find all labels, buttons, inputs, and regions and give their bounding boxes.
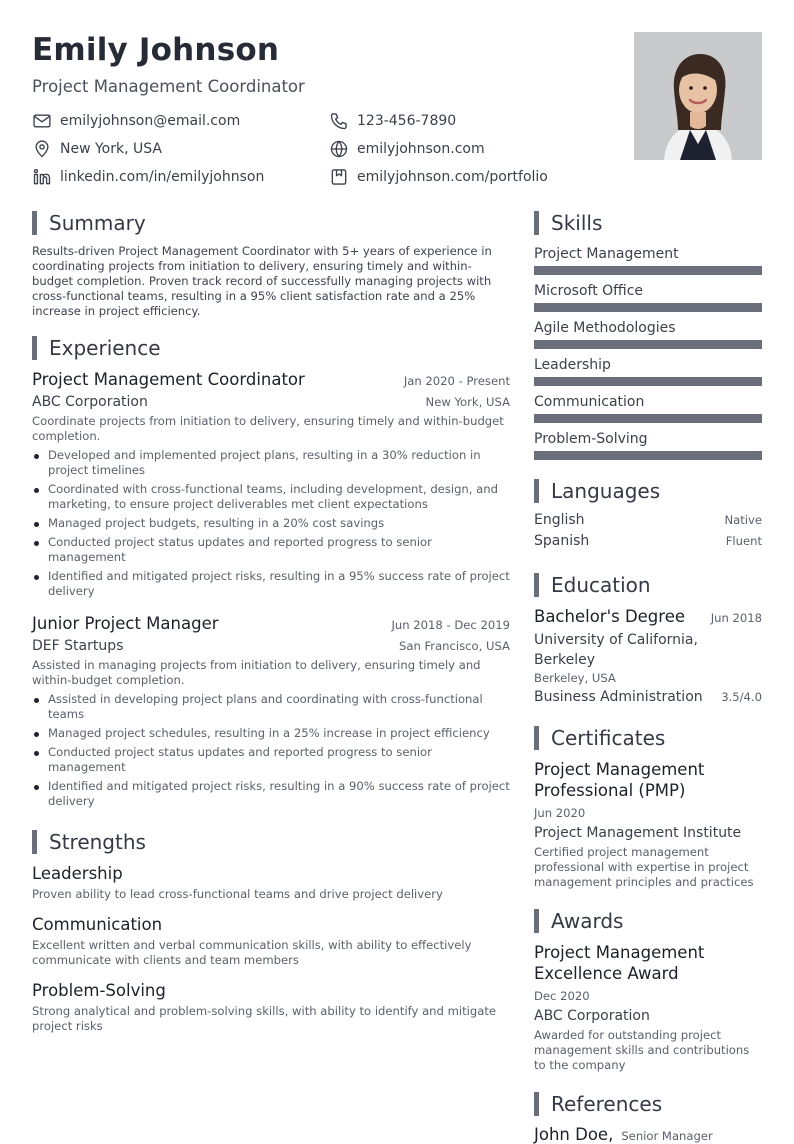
skill-name: Project Management [534, 246, 679, 262]
job-dates: Jun 2018 - Dec 2019 [391, 618, 510, 632]
education-field: Business Administration [534, 689, 703, 705]
candidate-title: Project Management Coordinator [32, 77, 305, 96]
reference-entry [534, 1125, 762, 1144]
job-location: San Francisco, USA [398, 639, 510, 653]
award-title: Project Management Excellence Award [534, 943, 705, 983]
award-organization: ABC Corporation [534, 1008, 650, 1024]
skill-name: Microsoft Office [534, 283, 644, 299]
job-dates: Jan 2020 - Present [403, 374, 510, 388]
contact-linkedin[interactable] [32, 166, 329, 188]
mail-icon [32, 111, 52, 131]
award-description: Awarded for outstanding project management skills and contributions to the company [534, 1028, 750, 1072]
phone-icon [329, 111, 349, 131]
education-date: Jun 2018 [710, 611, 762, 625]
skills-list [534, 244, 762, 460]
left-column [32, 210, 510, 1046]
language-item [534, 512, 762, 533]
candidate-name: Emily Johnson [32, 32, 280, 68]
section-accent-bar [534, 573, 539, 597]
contact-email[interactable] [32, 110, 329, 132]
linkedin-text: linkedin.com/in/emilyjohnson [60, 169, 265, 185]
section-heading-text: Summary [49, 211, 146, 235]
skill-level-fill [534, 303, 762, 312]
skill-level-fill [534, 377, 762, 386]
skills-heading [534, 210, 762, 236]
section-accent-bar [534, 211, 539, 235]
job-bullets [32, 692, 510, 809]
references-heading [534, 1091, 762, 1117]
reference-role: Senior Manager [621, 1129, 713, 1143]
skill-level-bar [534, 266, 762, 275]
certificate-title: Project Management Professional (PMP) [534, 760, 705, 800]
skill-level-bar [534, 451, 762, 460]
email-text: emilyjohnson@email.com [60, 113, 241, 129]
section-heading-text: Awards [551, 909, 624, 933]
list-item: Managed project budgets, resulting in a 20% cost savings [32, 516, 510, 531]
strength-entry [32, 914, 510, 968]
list-item: Conducted project status updates and reported progress to senior management [32, 745, 510, 775]
list-item: Conducted project status updates and reported progress to senior management [32, 535, 510, 565]
skill-item [534, 318, 762, 349]
skill-level-fill [534, 414, 762, 423]
job-location: New York, USA [425, 395, 510, 409]
skill-level-bar [534, 340, 762, 349]
strength-title: Leadership [32, 864, 123, 883]
summary-heading [32, 210, 510, 236]
skill-level-bar [534, 377, 762, 386]
location-text: New York, USA [60, 141, 162, 157]
language-item [534, 533, 762, 554]
skill-level-fill [534, 340, 762, 349]
strengths-heading [32, 829, 510, 855]
education-school: University of California, Berkeley [534, 632, 698, 668]
skill-level-fill [534, 266, 762, 275]
certificate-date: Jun 2020 [534, 806, 586, 820]
profile-photo-illustration [634, 32, 762, 160]
awards-heading [534, 908, 762, 934]
section-accent-bar [32, 336, 37, 360]
strength-description: Excellent written and verbal communication skills, with ability to effectively communicate with clients and team members [32, 938, 472, 967]
job-entry [32, 613, 510, 809]
award-entry [534, 942, 762, 1073]
skill-item [534, 429, 762, 460]
portfolio-bookmark-icon [329, 167, 349, 187]
strength-title: Problem-Solving [32, 981, 166, 1000]
portfolio-text: emilyjohnson.com/portfolio [357, 169, 548, 185]
summary-text: Results-driven Project Management Coordinator with 5+ years of experience in coordinating projects from initiation to delivery, ensuring timely and within-budget completion. Proven track record of successfully managing projects with cross-functional teams, resulting in a 95% client satisfaction rate and a 25% increase in project efficiency. [32, 244, 492, 318]
skill-item [534, 281, 762, 312]
certificate-description: Certified project management professional with expertise in project management principles and practices [534, 845, 754, 889]
skill-item [534, 244, 762, 275]
section-accent-bar [32, 211, 37, 235]
website-text: emilyjohnson.com [357, 141, 485, 157]
job-description: Coordinate projects from initiation to delivery, ensuring timely and within-budget completion. [32, 414, 504, 443]
profile-photo [634, 32, 762, 160]
language-level: Fluent [725, 534, 762, 548]
skill-item [534, 392, 762, 423]
strength-description: Strong analytical and problem-solving skills, with ability to identify and mitigate project risks [32, 1004, 497, 1033]
skill-name: Communication [534, 394, 645, 410]
job-title: Project Management Coordinator [32, 370, 305, 389]
education-entry [534, 606, 762, 705]
list-item: Developed and implemented project plans, resulting in a 30% reduction in project timelines [32, 448, 510, 478]
contact-location [32, 138, 329, 160]
list-item: Identified and mitigated project risks, resulting in a 90% success rate of project delivery [32, 779, 510, 809]
experience-heading [32, 335, 510, 361]
strength-entry [32, 980, 510, 1034]
job-description: Assisted in managing projects from initiation to delivery, ensuring timely and within-budget completion. [32, 658, 481, 687]
reference-name: John Doe, [534, 1125, 614, 1144]
section-heading-text: Experience [49, 336, 161, 360]
skill-name: Agile Methodologies [534, 320, 676, 336]
list-item: Identified and mitigated project risks, resulting in a 95% success rate of project delivery [32, 569, 510, 599]
section-heading-text: Strengths [49, 830, 146, 854]
strength-entry [32, 863, 510, 902]
section-heading-text: Skills [551, 211, 603, 235]
section-accent-bar [534, 726, 539, 750]
contact-phone[interactable] [329, 110, 589, 132]
job-title: Junior Project Manager [32, 614, 219, 633]
education-degree: Bachelor's Degree [534, 607, 686, 626]
section-accent-bar [534, 1092, 539, 1116]
languages-list [534, 512, 762, 554]
phone-text: 123-456-7890 [357, 113, 457, 129]
education-gpa: 3.5/4.0 [721, 690, 762, 704]
skill-level-bar [534, 414, 762, 423]
strength-description: Proven ability to lead cross-functional teams and drive project delivery [32, 887, 443, 901]
certificate-entry [534, 759, 762, 890]
job-company: ABC Corporation [32, 394, 148, 410]
linkedin-icon [32, 167, 52, 187]
section-heading-text: Certificates [551, 726, 666, 750]
job-bullets [32, 448, 510, 599]
strength-title: Communication [32, 915, 163, 934]
skill-level-fill [534, 451, 762, 460]
section-heading-text: References [551, 1092, 663, 1116]
skill-level-bar [534, 303, 762, 312]
skill-name: Problem-Solving [534, 431, 648, 447]
language-name: Spanish [534, 533, 590, 549]
contact-website[interactable] [329, 138, 589, 160]
certificate-organization: Project Management Institute [534, 825, 742, 841]
section-heading-text: Education [551, 573, 651, 597]
skill-item [534, 355, 762, 386]
list-item: Assisted in developing project plans and coordinating with cross-functional teams [32, 692, 510, 722]
section-heading-text: Languages [551, 479, 661, 503]
job-entry [32, 369, 510, 599]
education-location: Berkeley, USA [534, 671, 616, 685]
award-date: Dec 2020 [534, 989, 590, 1003]
certificates-heading [534, 725, 762, 751]
education-heading [534, 572, 762, 598]
list-item: Coordinated with cross-functional teams, including development, design, and marketing, to ensure project deliverables met client expectations [32, 482, 510, 512]
languages-heading [534, 478, 762, 504]
section-accent-bar [534, 909, 539, 933]
language-name: English [534, 512, 585, 528]
skill-name: Leadership [534, 357, 611, 373]
resume-header [32, 30, 762, 206]
globe-icon [329, 139, 349, 159]
section-accent-bar [32, 830, 37, 854]
list-item: Managed project schedules, resulting in a 25% increase in project efficiency [32, 726, 510, 741]
job-company: DEF Startups [32, 638, 124, 654]
location-pin-icon [32, 139, 52, 159]
right-column [534, 210, 762, 1144]
language-level: Native [724, 513, 762, 527]
section-accent-bar [534, 479, 539, 503]
contact-portfolio[interactable] [329, 166, 589, 188]
